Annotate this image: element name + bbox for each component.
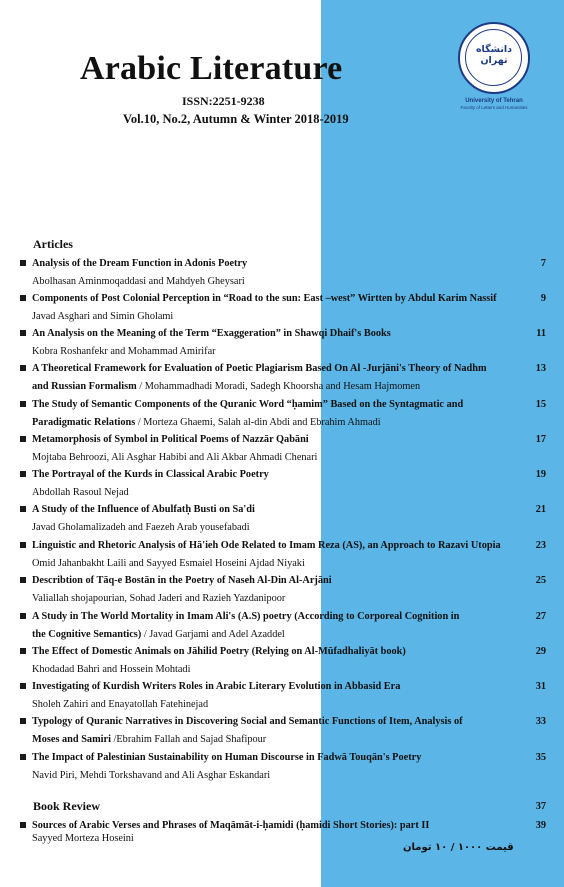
article-title-continued bbox=[32, 733, 266, 746]
article-title: Sources of Arabic Verses and Phrases of Maqāmāt-i-ḥamidi (ḥamidi Short Stories): part II bbox=[32, 820, 430, 831]
article-title: Typology of Quranic Narratives in Discovering Social and Semantic Functions of Item, Analysis of bbox=[32, 716, 463, 727]
bullet-icon bbox=[20, 613, 26, 619]
article-page: 23 bbox=[535, 540, 546, 551]
article-authors: Valiallah shojapourian, Sohad Jaderi and Razieh Yazdanipoor bbox=[32, 593, 286, 604]
article-authors: Javad Gholamalizadeh and Faezeh Arab yousefabadi bbox=[32, 522, 250, 533]
book-review-page: 37 bbox=[535, 801, 546, 812]
article-page: 27 bbox=[535, 611, 546, 622]
seal-text-1: دانشگاه bbox=[475, 44, 513, 55]
university-seal-icon bbox=[458, 22, 530, 94]
faculty-name: Faculty of Letters and Humanities bbox=[460, 105, 528, 110]
article-title: The Study of Semantic Components of the Quranic Word “ḥamim” Based on the Syntagmatic and bbox=[32, 399, 464, 410]
article-authors: Navid Piri, Mehdi Torkshavand and Ali Asghar Eskandari bbox=[32, 770, 271, 781]
article-authors: / Javad Garjami and Adel Azaddel bbox=[141, 629, 285, 640]
article-authors: Omid Jahanbakht Laili and Sayyed Esmaiel Hoseini Ajdad Niyaki bbox=[32, 558, 305, 569]
issn: ISSN:2251-9238 bbox=[182, 94, 265, 108]
article-title-end: Moses and Samiri bbox=[32, 734, 111, 745]
bullet-icon bbox=[20, 471, 26, 477]
article-title: A Study of the Influence of Abulfatḥ Busti on Sa'di bbox=[32, 504, 255, 515]
article-page: 35 bbox=[535, 752, 546, 763]
article-title: The Impact of Palestinian Sustainability on Human Discourse in Fadwā Touqān's Poetry bbox=[32, 752, 422, 763]
bullet-icon bbox=[20, 648, 26, 654]
article-authors: / Mohammadhadi Moradi, Sadegh Khoorsha and Hesam Hajmomen bbox=[136, 381, 421, 392]
article-title-end: the Cognitive Semantics) bbox=[32, 629, 142, 640]
article-title-end: Paradigmatic Relations bbox=[32, 417, 136, 428]
articles-heading: Articles bbox=[33, 237, 73, 251]
bullet-icon bbox=[20, 330, 26, 336]
bullet-icon bbox=[20, 718, 26, 724]
article-title: A Theoretical Framework for Evaluation of Poetic Plagiarism Based On Al -Jurjāni's Theory of Nadhm bbox=[32, 363, 487, 374]
bullet-icon bbox=[20, 436, 26, 442]
article-title-continued bbox=[32, 628, 285, 641]
bullet-icon bbox=[20, 542, 26, 548]
bullet-icon bbox=[20, 260, 26, 266]
article-title: Components of Post Colonial Perception in “Road to the sun: East –west” Wirtten by Abdul Karim Nassif bbox=[32, 293, 497, 304]
article-title: An Analysis on the Meaning of the Term “Exaggeration” in Shawqi Dhaif's Books bbox=[32, 328, 391, 339]
article-page: 19 bbox=[535, 469, 546, 480]
article-title-continued bbox=[32, 380, 420, 393]
article-title: Describtion of Tāq-e Bostān in the Poetry of Naseh Al-Din Al-Arjāni bbox=[32, 575, 332, 586]
article-authors: Khodadad Bahri and Hossein Mohtadi bbox=[32, 664, 191, 675]
article-authors: / Morteza Ghaemi, Salah al-din Abdi and Ebrahim Ahmadi bbox=[135, 417, 381, 428]
bullet-icon bbox=[20, 822, 26, 828]
article-page: 15 bbox=[535, 399, 546, 410]
bullet-icon bbox=[20, 506, 26, 512]
article-title: Metamorphosis of Symbol in Political Poems of Nazzār Qabāni bbox=[32, 434, 309, 445]
bullet-icon bbox=[20, 365, 26, 371]
article-authors: /Ebrahim Fallah and Sajad Shafipour bbox=[110, 734, 267, 745]
article-page: 21 bbox=[535, 504, 546, 515]
article-title: A Study in The World Mortality in Imam Ali's (A.S) poetry (According to Corporeal Cognition in bbox=[32, 611, 460, 622]
article-authors: Sayyed Morteza Hoseini bbox=[32, 833, 134, 844]
article-title-end: and Russian Formalism bbox=[32, 381, 137, 392]
article-page: 9 bbox=[540, 293, 546, 304]
article-page: 7 bbox=[540, 258, 546, 269]
article-title: The Effect of Domestic Animals on Jāhilid Poetry (Relying on Al-Mūfadhaliyāt book) bbox=[32, 646, 406, 657]
article-page: 11 bbox=[536, 328, 546, 339]
article-page: 17 bbox=[535, 434, 546, 445]
article-page: 33 bbox=[535, 716, 546, 727]
article-page: 39 bbox=[535, 820, 546, 831]
journal-title: Arabic Literature bbox=[80, 50, 343, 87]
article-title: Linguistic and Rhetoric Analysis of Hā'ieh Ode Related to Imam Reza (AS), an Approach to Razavi Utopia bbox=[32, 540, 501, 551]
university-name: University of Tehran bbox=[465, 98, 523, 104]
article-page: 25 bbox=[535, 575, 546, 586]
seal-text-2: تهران bbox=[480, 55, 508, 66]
bullet-icon bbox=[20, 401, 26, 407]
price-label: قیمت ۱۰۰۰ / ۱۰ تومان bbox=[403, 842, 514, 853]
volume-info: Vol.10, No.2, Autumn & Winter 2018-2019 bbox=[123, 112, 349, 126]
article-page: 31 bbox=[535, 681, 546, 692]
bullet-icon bbox=[20, 683, 26, 689]
article-title: The Portrayal of the Kurds in Classical Arabic Poetry bbox=[32, 469, 269, 480]
bullet-icon bbox=[20, 577, 26, 583]
article-page: 29 bbox=[535, 646, 546, 657]
article-title-continued bbox=[32, 416, 381, 429]
article-authors: Javad Asghari and Simin Gholami bbox=[32, 311, 174, 322]
article-authors: Sholeh Zahiri and Enayatollah Fatehinejad bbox=[32, 699, 209, 710]
article-authors: Abolhasan Aminmoqaddasi and Mahdyeh Gheysari bbox=[32, 276, 245, 287]
article-authors: Abdollah Rasoul Nejad bbox=[32, 487, 129, 498]
article-authors: Kobra Roshanfekr and Mohammad Amirifar bbox=[32, 346, 216, 357]
bullet-icon bbox=[20, 754, 26, 760]
article-page: 13 bbox=[535, 363, 546, 374]
bullet-icon bbox=[20, 295, 26, 301]
article-authors: Mojtaba Behroozi, Ali Asghar Habibi and Ali Akbar Ahmadi Chenari bbox=[32, 452, 318, 463]
article-title: Investigating of Kurdish Writers Roles in Arabic Literary Evolution in Abbasid Era bbox=[32, 681, 401, 692]
article-title: Analysis of the Dream Function in Adonis Poetry bbox=[32, 258, 248, 269]
book-review-heading: Book Review bbox=[33, 799, 100, 813]
